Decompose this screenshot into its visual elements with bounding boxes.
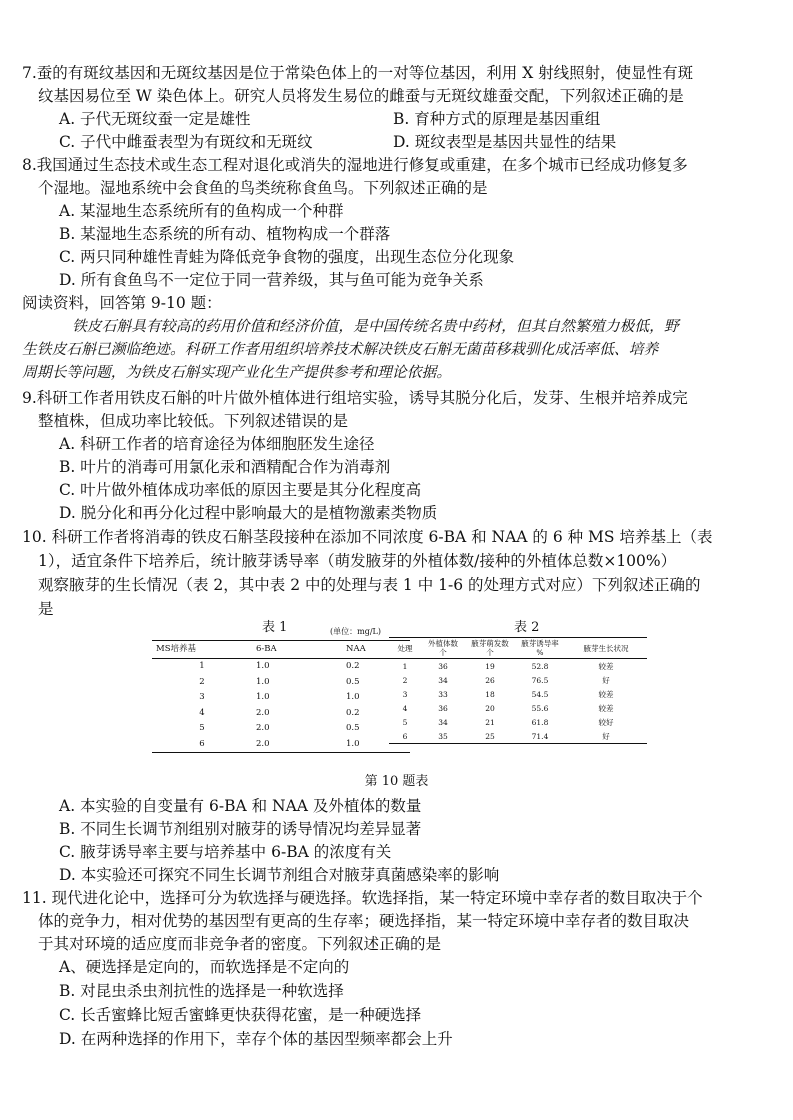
table2-cell: 2: [402, 675, 408, 685]
q7-option-d: D. 斑纹表型是基因共显性的结果: [393, 133, 617, 151]
q7-option-b: B. 育种方式的原理是基因重组: [393, 110, 601, 128]
table2-cell: 76.5: [531, 675, 549, 685]
table2-cell: 较好: [598, 717, 614, 727]
q10-stem-line-2: 1），适宜条件下培养后，统计腋芽诱导率（萌发腋芽的外植体数/接种的外植体总数×100%）: [38, 552, 677, 570]
table-row: [389, 701, 647, 715]
q7-option-a: A. 子代无斑纹蚕一定是雄性: [59, 110, 251, 128]
table2-cell: 61.8: [531, 717, 549, 727]
table2-header-label: 外植体数: [428, 639, 458, 648]
table2-cell: 34: [438, 717, 448, 727]
table-row: [389, 687, 647, 701]
table2-header-label: 腋芽诱导率: [521, 639, 559, 648]
table1-cell: 2.0: [252, 737, 342, 753]
table2-cell: 较差: [598, 689, 614, 699]
q9-option-c: C. 叶片做外植体成功率低的原因主要是其分化程度高: [59, 481, 422, 499]
table-row: [389, 729, 647, 744]
q7-options-row-1: [0, 108, 793, 131]
table1-cell: 4: [199, 707, 205, 718]
table2-cell: 4: [402, 703, 408, 713]
q11-option-d: D. 在两种选择的作用下，幸存个体的基因型频率都会上升: [59, 1030, 453, 1048]
table1-header-row: [152, 641, 410, 659]
table1-cell: 1.0: [342, 737, 410, 753]
table1-unit: (单位：mg/L): [330, 627, 381, 636]
table2-cell: 较差: [598, 661, 614, 671]
q10-option-a: A. 本实验的自变量有 6-BA 和 NAA 及外植体的数量: [59, 797, 422, 815]
table-row: [152, 737, 410, 753]
q11-option-b: B. 对昆虫杀虫剂抗性的选择是一种软选择: [59, 982, 344, 1000]
table2-cell: 19: [485, 661, 495, 671]
q9-stem-line-1: 9.科研工作者用铁皮石斛的叶片做外植体进行组培实验，诱导其脱分化后，发芽、生根并培养成完: [22, 389, 688, 407]
q11-stem-line-1: 11. 现代进化论中，选择可分为软选择与硬选择。软选择指，某一特定环境中幸存者的数目取决于个: [22, 889, 703, 907]
table-row: [389, 673, 647, 687]
table1-header: 6-BA: [252, 641, 342, 659]
table2-header-label: 腋芽萌发数: [471, 639, 509, 648]
table1-cell: 2.0: [256, 723, 270, 734]
table2-header: [421, 638, 465, 659]
table2-cell: 36: [438, 703, 448, 713]
table2-cell: 20: [485, 703, 495, 713]
table2-cell: 好: [602, 675, 610, 685]
table2-cell: 3: [402, 689, 408, 699]
table1-cell: 1.0: [256, 661, 270, 672]
q9-option-a: A. 科研工作者的培育途径为体细胞胚发生途径: [59, 435, 375, 453]
q10-figure-label: 第 10 题表: [364, 774, 429, 789]
reading-intro: 阅读资料，回答第 9-10 题：: [22, 294, 222, 312]
q7-options-row-2: [0, 131, 793, 154]
q8-stem-line-1: 8.我国通过生态技术或生态工程对退化或消失的湿地进行修复或重建，在多个城市已经成功修复多: [22, 156, 688, 174]
table1-cell: 0.2: [346, 661, 360, 672]
table1-cell: 2.0: [256, 707, 270, 718]
table2-cell: 71.4: [515, 729, 565, 744]
q7-stem-line-1: 7.蚕的有斑纹基因和无斑纹基因是位于常染色体上的一对等位基因，利用 X 射线照射，使显性有斑: [22, 64, 694, 82]
table1-cell: 0.5: [346, 676, 360, 687]
table2-cell: 好: [565, 729, 647, 744]
table2-cell: 52.8: [531, 661, 549, 671]
q10-option-b: B. 不同生长调节剂组别对腋芽的诱导情况均差异显著: [59, 820, 422, 838]
table2-header-label: 处理: [397, 643, 413, 653]
q7-option-c: C. 子代中雌蚕表型为有斑纹和无斑纹: [59, 133, 313, 151]
q9-stem-line-2: 整植株，但成功率比较低。下列叙述错误的是: [38, 412, 349, 430]
reading-passage-line-3: 周期长等问题，为铁皮石斛实现产业化生产提供参考和理论依据。: [22, 364, 452, 381]
table-row: [152, 721, 410, 737]
table2-cell: 21: [485, 717, 495, 727]
q9-option-d: D. 脱分化和再分化过程中影响最大的是植物激素类物质: [59, 504, 438, 522]
table2-cell: 35: [421, 729, 465, 744]
table1-cell: 1.0: [256, 692, 270, 703]
q10-option-d: D. 本实验还可探究不同生长调节剂组合对腋芽真菌感染率的影响: [59, 866, 500, 884]
q8-option-b: B. 某湿地生态系统的所有动、植物构成一个群落: [59, 225, 391, 243]
table-row: [389, 659, 647, 674]
table2-header-unit: %: [536, 648, 544, 657]
table2-header-label: 腋芽生长状况: [583, 643, 629, 653]
table2-cell: 33: [438, 689, 448, 699]
table2-header: [565, 638, 647, 659]
table-row: [152, 675, 410, 691]
q8-option-a: A. 某湿地生态系统所有的鱼构成一个种群: [59, 202, 344, 220]
table-row: [152, 706, 410, 722]
table1-header: NAA: [342, 641, 410, 659]
table2-header-row: [389, 638, 647, 659]
table1-cell: 3: [199, 692, 205, 703]
table2-cell: 55.6: [531, 703, 549, 713]
table1-cell: 1.0: [346, 692, 360, 703]
table2-cell: 34: [438, 675, 448, 685]
q7-stem-line-2: 纹基因易位至 W 染色体上。研究人员将发生易位的雌蚕与无斑纹雄蚕交配，下列叙述正确的是: [38, 87, 684, 105]
table2-caption: 表 2: [514, 620, 540, 635]
reading-passage-line-1: 铁皮石斛具有较高的药用价值和经济价值，是中国传统名贵中药材，但其自然繁殖力极低，野: [72, 318, 679, 335]
table2-header: [465, 638, 515, 659]
q10-stem-line-3: 观察腋芽的生长情况（表 2，其中表 2 中的处理与表 1 中 1-6 的处理方式对应）下列叙述正确的: [38, 576, 701, 594]
table2-cell: 36: [438, 661, 448, 671]
table2-cell: 54.5: [531, 689, 549, 699]
table2-cell: 25: [465, 729, 515, 744]
table2-header-unit: 个: [486, 648, 494, 657]
q8-stem-line-2: 个湿地。湿地系统中会食鱼的鸟类统称食鱼鸟。下列叙述正确的是: [38, 179, 488, 197]
table2-cell: 1: [402, 661, 408, 671]
table1-caption: 表 1: [262, 620, 288, 635]
table2-header: [515, 638, 565, 659]
table-row: [389, 715, 647, 729]
reading-passage-line-2: 生铁皮石斛已濒临绝迹。科研工作者用组织培养技术解决铁皮石斛无菌苗移栽驯化成活率低、培养: [22, 341, 659, 358]
table1-cell: 1: [199, 661, 205, 672]
table1-cell: 5: [199, 723, 205, 734]
q9-option-b: B. 叶片的消毒可用氯化汞和酒精配合作为消毒剂: [59, 458, 391, 476]
table1-cell: 2: [199, 676, 205, 687]
q11-stem-line-3: 于其对环境的适应度而非竞争者的密度。下列叙述正确的是: [38, 935, 442, 953]
q10-option-c: C. 腋芽诱导率主要与培养基中 6-BA 的浓度有关: [59, 843, 392, 861]
table1: [152, 640, 410, 753]
q8-option-c: C. 两只同种雄性青蛙为降低竞争食物的强度，出现生态位分化现象: [59, 248, 515, 266]
table-row: [152, 659, 410, 675]
q11-option-a: A、硬选择是定向的，而软选择是不定向的: [59, 958, 350, 976]
table2-header: [389, 638, 421, 659]
table1-cell: 0.2: [346, 707, 360, 718]
table1-header: MS培养基: [152, 641, 252, 659]
table-row: [152, 690, 410, 706]
table2-cell: 较差: [598, 703, 614, 713]
q11-option-c: C. 长舌蜜蜂比短舌蜜蜂更快获得花蜜，是一种硬选择: [59, 1006, 422, 1024]
q10-stem-line-1: 10. 科研工作者将消毒的铁皮石斛茎段接种在添加不同浓度 6-BA 和 NAA 的 6 种 MS 培养基上（表: [22, 528, 713, 546]
table1-cell: 0.5: [346, 723, 360, 734]
q8-option-d: D. 所有食鱼鸟不一定位于同一营养级，其与鱼可能为竞争关系: [59, 271, 484, 289]
table1-cell: 6: [152, 737, 252, 753]
table2-cell: 5: [402, 717, 408, 727]
table2-cell: 18: [485, 689, 495, 699]
table2-header-unit: 个: [439, 648, 447, 657]
q11-stem-line-2: 体的竞争力，相对优势的基因型有更高的生存率；硬选择指，某一特定环境中幸存者的数目取决: [38, 912, 690, 930]
table1-cell: 1.0: [256, 676, 270, 687]
table2-cell: 26: [485, 675, 495, 685]
q10-tables: [0, 617, 793, 767]
q10-stem-line-4: 是: [38, 600, 54, 618]
table2-cell: 6: [389, 729, 421, 744]
table2: [389, 637, 647, 744]
